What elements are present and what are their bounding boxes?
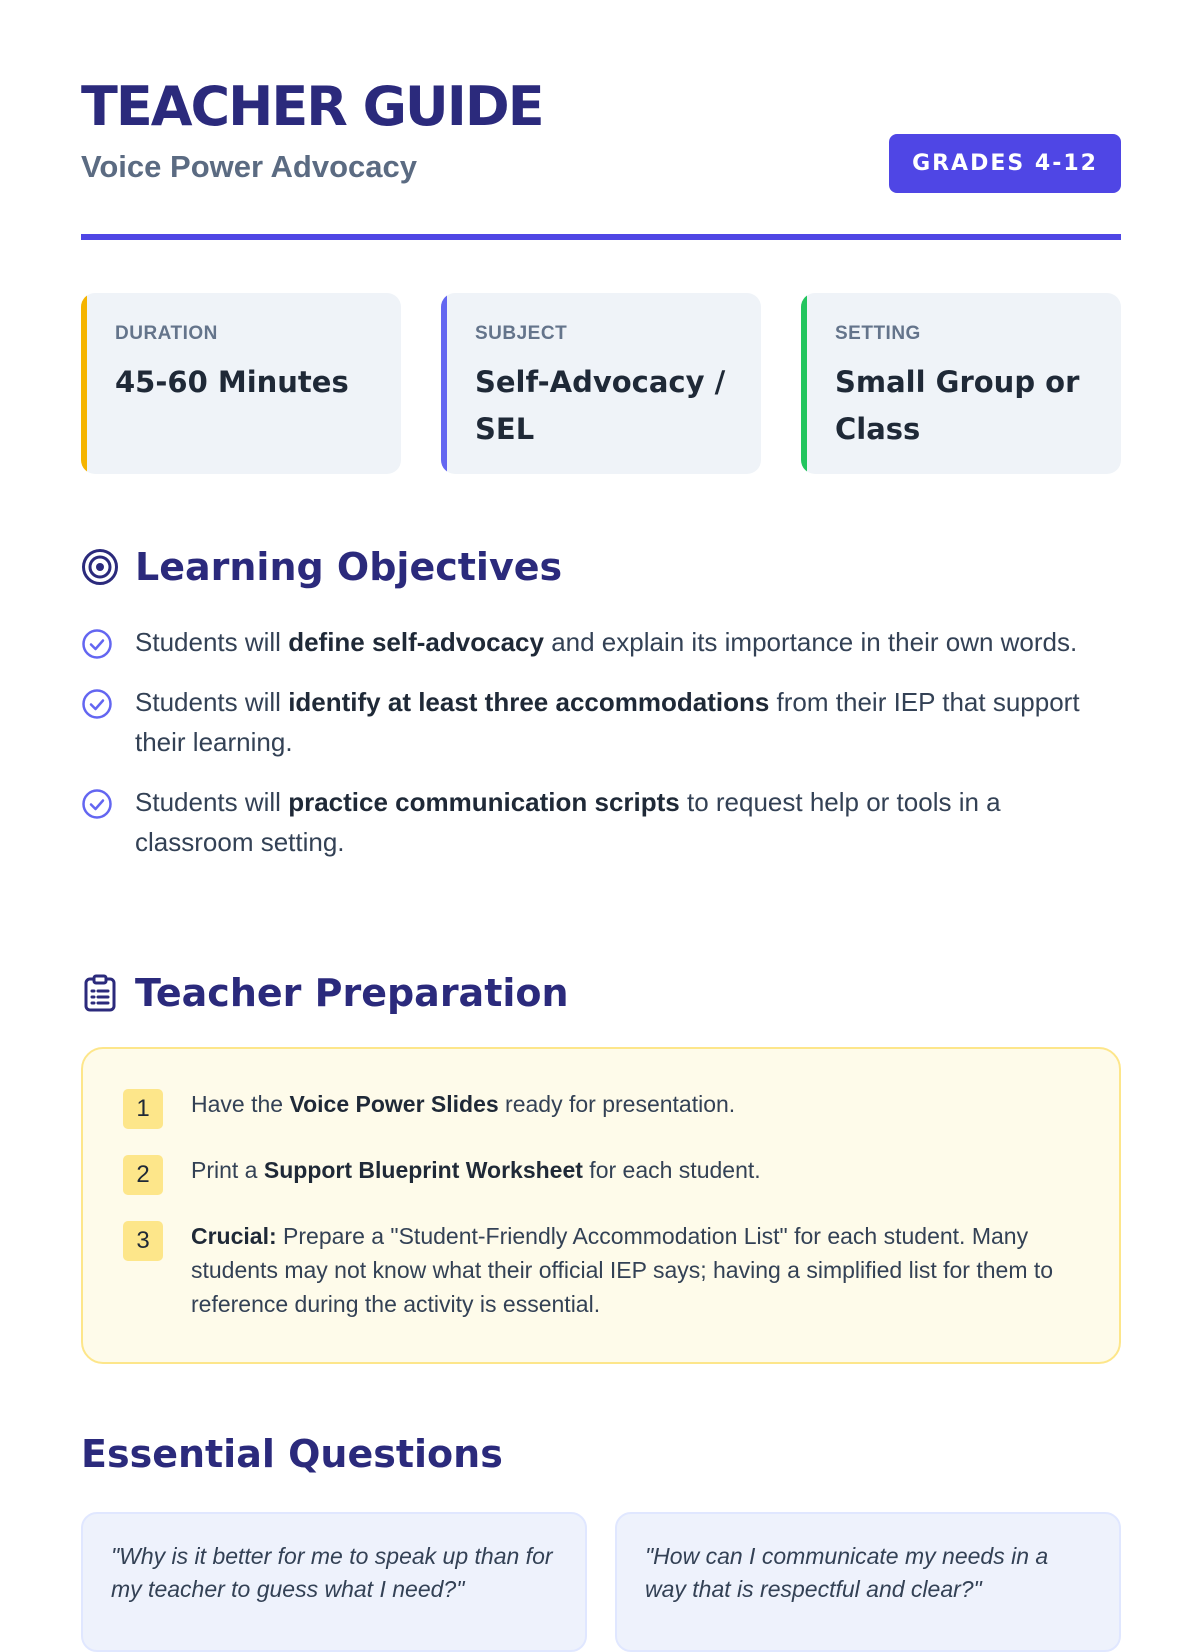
info-card-label: DURATION [115,323,218,344]
teacher-guide-page [81,0,1121,1602]
step-number: 1 [123,1089,163,1129]
objective-emphasis: identify at least three accommodations [288,687,770,717]
grade-badge: GRADES 4-12 [889,134,1121,193]
question-card: "How can I communicate my needs in a way that is respectful and clear?" [615,1512,1121,1652]
objective-text: Students will [135,627,289,657]
check-circle-icon [81,628,113,660]
essential-questions-cards [81,1512,1121,1652]
objective-emphasis: practice communication scripts [288,787,680,817]
check-circle-icon [81,688,113,720]
prep-emphasis: Crucial: [191,1223,277,1249]
section-title: Learning Objectives [135,545,563,589]
step-number: 3 [123,1221,163,1261]
objective-text: Students will [135,787,289,817]
prep-step [123,1153,1079,1187]
check-circle-icon [81,788,113,820]
prep-text: Prepare a "Student-Friendly Accommodation List" for each student. Many students may not know what their official IEP says; having a simplified list for them to reference during the activity is essential. [191,1223,1054,1317]
objectives-list [81,622,1121,882]
objective-text: Students will [135,687,289,717]
objective-item [81,782,1121,862]
prep-text: for each student. [582,1157,761,1183]
prep-step [123,1087,1079,1121]
page-subtitle: Voice Power Advocacy [81,149,417,184]
info-card-subject [441,293,761,474]
info-card-setting [801,293,1121,474]
info-card-label: SETTING [835,323,921,344]
header [81,0,1121,240]
info-card-value: 45-60 Minutes [115,365,349,399]
objective-text: and explain its importance in their own words. [543,627,1078,657]
info-card-duration [81,293,401,474]
objectives-heading [81,545,563,589]
objective-item [81,622,1121,662]
preparation-heading [81,971,569,1015]
prep-text: ready for presentation. [498,1091,736,1117]
prep-emphasis: Voice Power Slides [289,1091,499,1117]
step-number: 2 [123,1155,163,1195]
objective-emphasis: define self-advocacy [288,627,544,657]
essential-questions-title: Essential Questions [81,1432,503,1476]
section-title: Teacher Preparation [135,971,569,1015]
page-title: TEACHER GUIDE [81,75,543,138]
objective-item [81,682,1121,762]
info-card-value: Small Group or Class [835,365,1080,446]
objective-text: from their IEP that support their learning. [135,687,1080,757]
prep-text: Print a [191,1157,264,1183]
prep-step [123,1219,1079,1321]
objective-text: to request help or tools in a classroom setting. [135,787,1001,857]
target-icon [81,548,119,586]
header-divider [81,234,1121,240]
info-card-label: SUBJECT [475,323,568,344]
info-cards [81,293,1121,474]
clipboard-icon [81,974,119,1012]
info-card-value: Self-Advocacy / SEL [475,365,726,446]
preparation-box [81,1047,1121,1364]
prep-text: Have the [191,1091,290,1117]
question-card: "Why is it better for me to speak up than for my teacher to guess what I need?" [81,1512,587,1652]
prep-emphasis: Support Blueprint Worksheet [263,1157,583,1183]
